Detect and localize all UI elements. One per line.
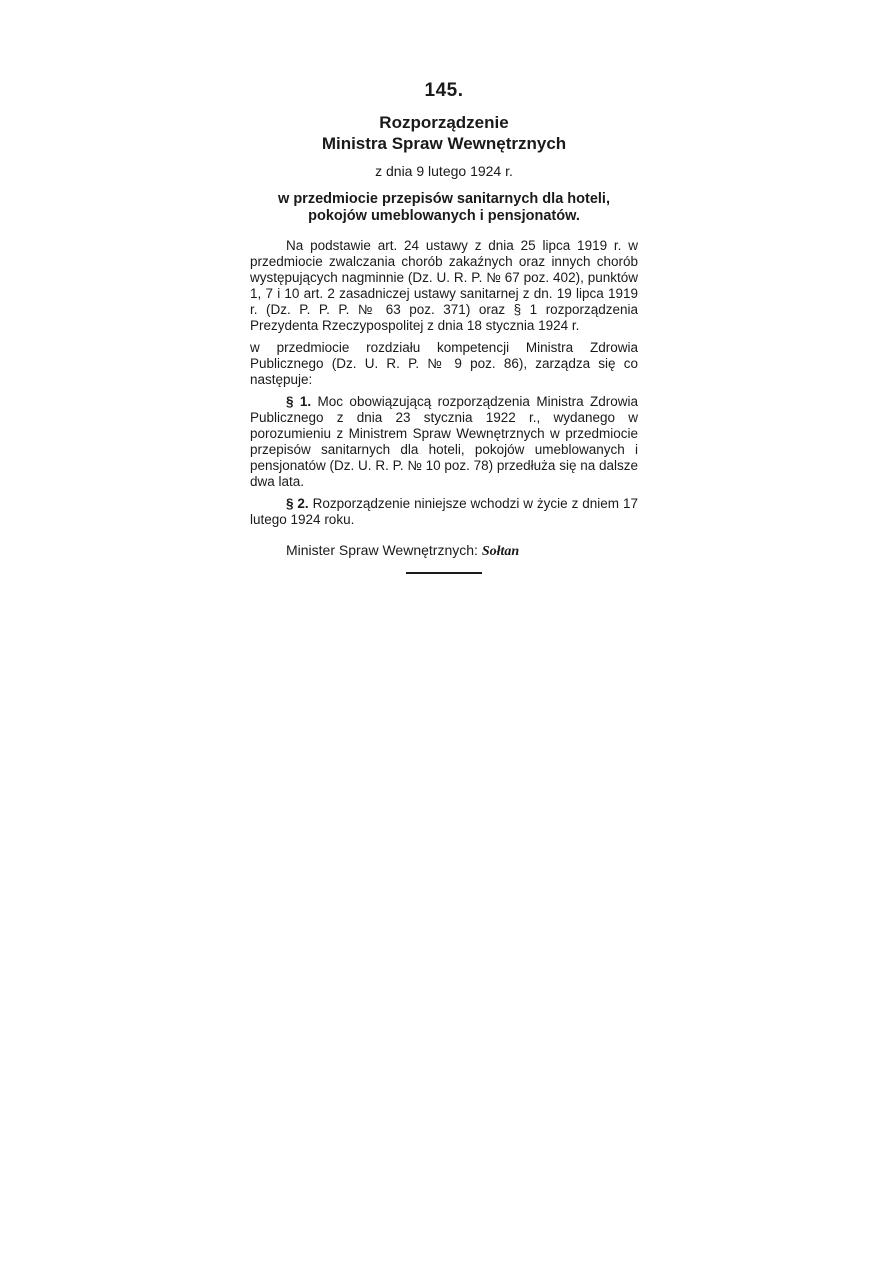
section-1: [250, 394, 638, 490]
signature-name: Sołtan: [481, 544, 520, 559]
document-title-line-1: Rozporządzenie: [379, 113, 509, 132]
section-2-text: Rozporządzenie niniejsze wchodzi w życie z dniem 17 lutego 1924 roku.: [250, 496, 638, 527]
signature-role: Minister Spraw Wewnętrznych:: [286, 542, 478, 558]
document-subject: w przedmiocie przepisów sanitarnych dla hoteli, pokojów umeblowanych i pensjonatów.: [278, 191, 610, 224]
signature-block: [286, 542, 638, 560]
preamble-paragraph-1: Na podstawie art. 24 ustawy z dnia 25 lipca 1919 r. w przedmiocie zwalczania chorób zakaźnych oraz innych chorób występujących nagminnie (Dz. U. R. P. № 67 poz. 402), punktów 1, 7 i 10 art. 2 zasadniczej ustawy sanitarnej z dn. 19 lipca 1919 r. (Dz. P. P. P. № 63 poz. 371) oraz § 1 rozporządzenia Prezydenta Rzeczypospolitej z dnia 18 stycznia 1924 r.: [250, 238, 638, 333]
section-1-text: Moc obowiązującą rozporządzenia Ministra Zdrowia Publicznego z dnia 23 stycznia 1922 r., wydanego w porozumieniu z Ministrem Spraw Wewnętrznych w przedmiocie przepisów sanitarnych dla hoteli, pokojów umeblowanych i pensjonatów (Dz. U. R. P. № 10 poz. 78) przedłuża się na dalsze dwa lata.: [250, 394, 638, 489]
document-date: z dnia 9 lutego 1924 r.: [375, 163, 513, 179]
section-1-label: § 1.: [286, 394, 312, 409]
document-page: [250, 80, 638, 574]
closing-divider: [406, 572, 482, 574]
document-number: 145.: [424, 80, 464, 101]
section-2-label: § 2.: [286, 496, 309, 511]
preamble-paragraph-2: w przedmiocie rozdziału kompetencji Ministra Zdrowia Publicznego (Dz. U. R. P. № 9 poz. 86), zarządza się co następuje:: [250, 340, 638, 387]
section-2: [250, 496, 638, 528]
document-title-line-2: Ministra Spraw Wewnętrznych: [321, 134, 567, 153]
